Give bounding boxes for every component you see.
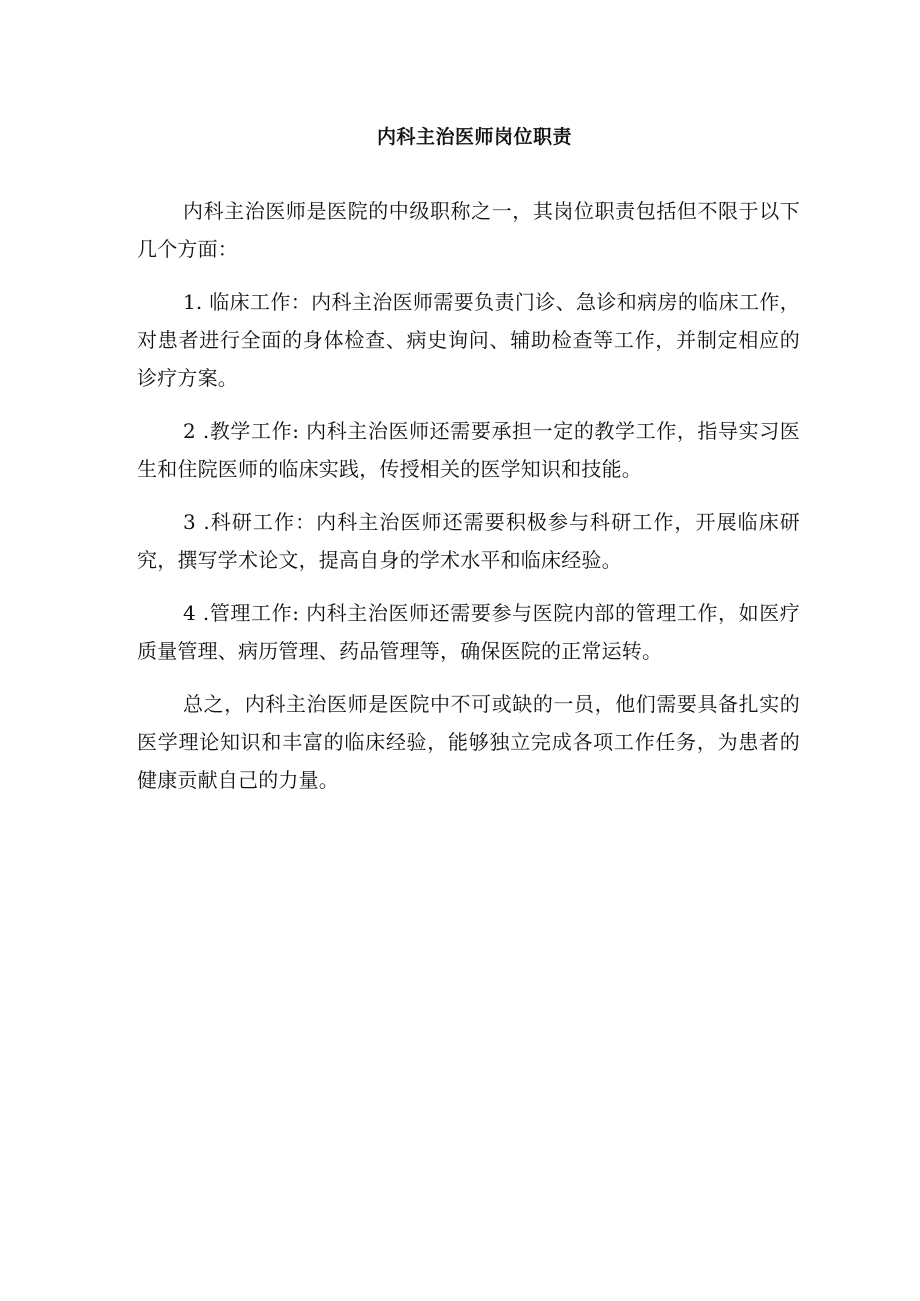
research-work-paragraph: 3 .科研工作：内科主治医师还需要积极参与科研工作，开展临床研究，撰写学术论文，提高自身的学术水平和临床经验。 [137, 510, 800, 572]
intro-paragraph: 内科主治医师是医院的中级职称之一，其岗位职责包括但不限于以下几个方面： [137, 199, 800, 261]
conclusion-paragraph: 总之，内科主治医师是医院中不可或缺的一员，他们需要具备扎实的医学理论知识和丰富的临床经验，能够独立完成各项工作任务，为患者的健康贡献自己的力量。 [137, 692, 800, 792]
management-work-paragraph: 4 .管理工作: 内科主治医师还需要参与医院内部的管理工作，如医疗质量管理、病历管理、药品管理等，确保医院的正常运转。 [137, 601, 800, 663]
document-body [137, 192, 800, 799]
teaching-work-paragraph: 2 .教学工作: 内科主治医师还需要承担一定的教学工作，指导实习医生和住院医师的临床实践，传授相关的医学知识和技能。 [137, 419, 800, 481]
clinical-work-paragraph: 1. 临床工作：内科主治医师需要负责门诊、急诊和病房的临床工作，对患者进行全面的身体检查、病史询问、辅助检查等工作，并制定相应的诊疗方案。 [137, 290, 800, 390]
document-title: 内科主治医师岗位职责 [376, 126, 572, 148]
